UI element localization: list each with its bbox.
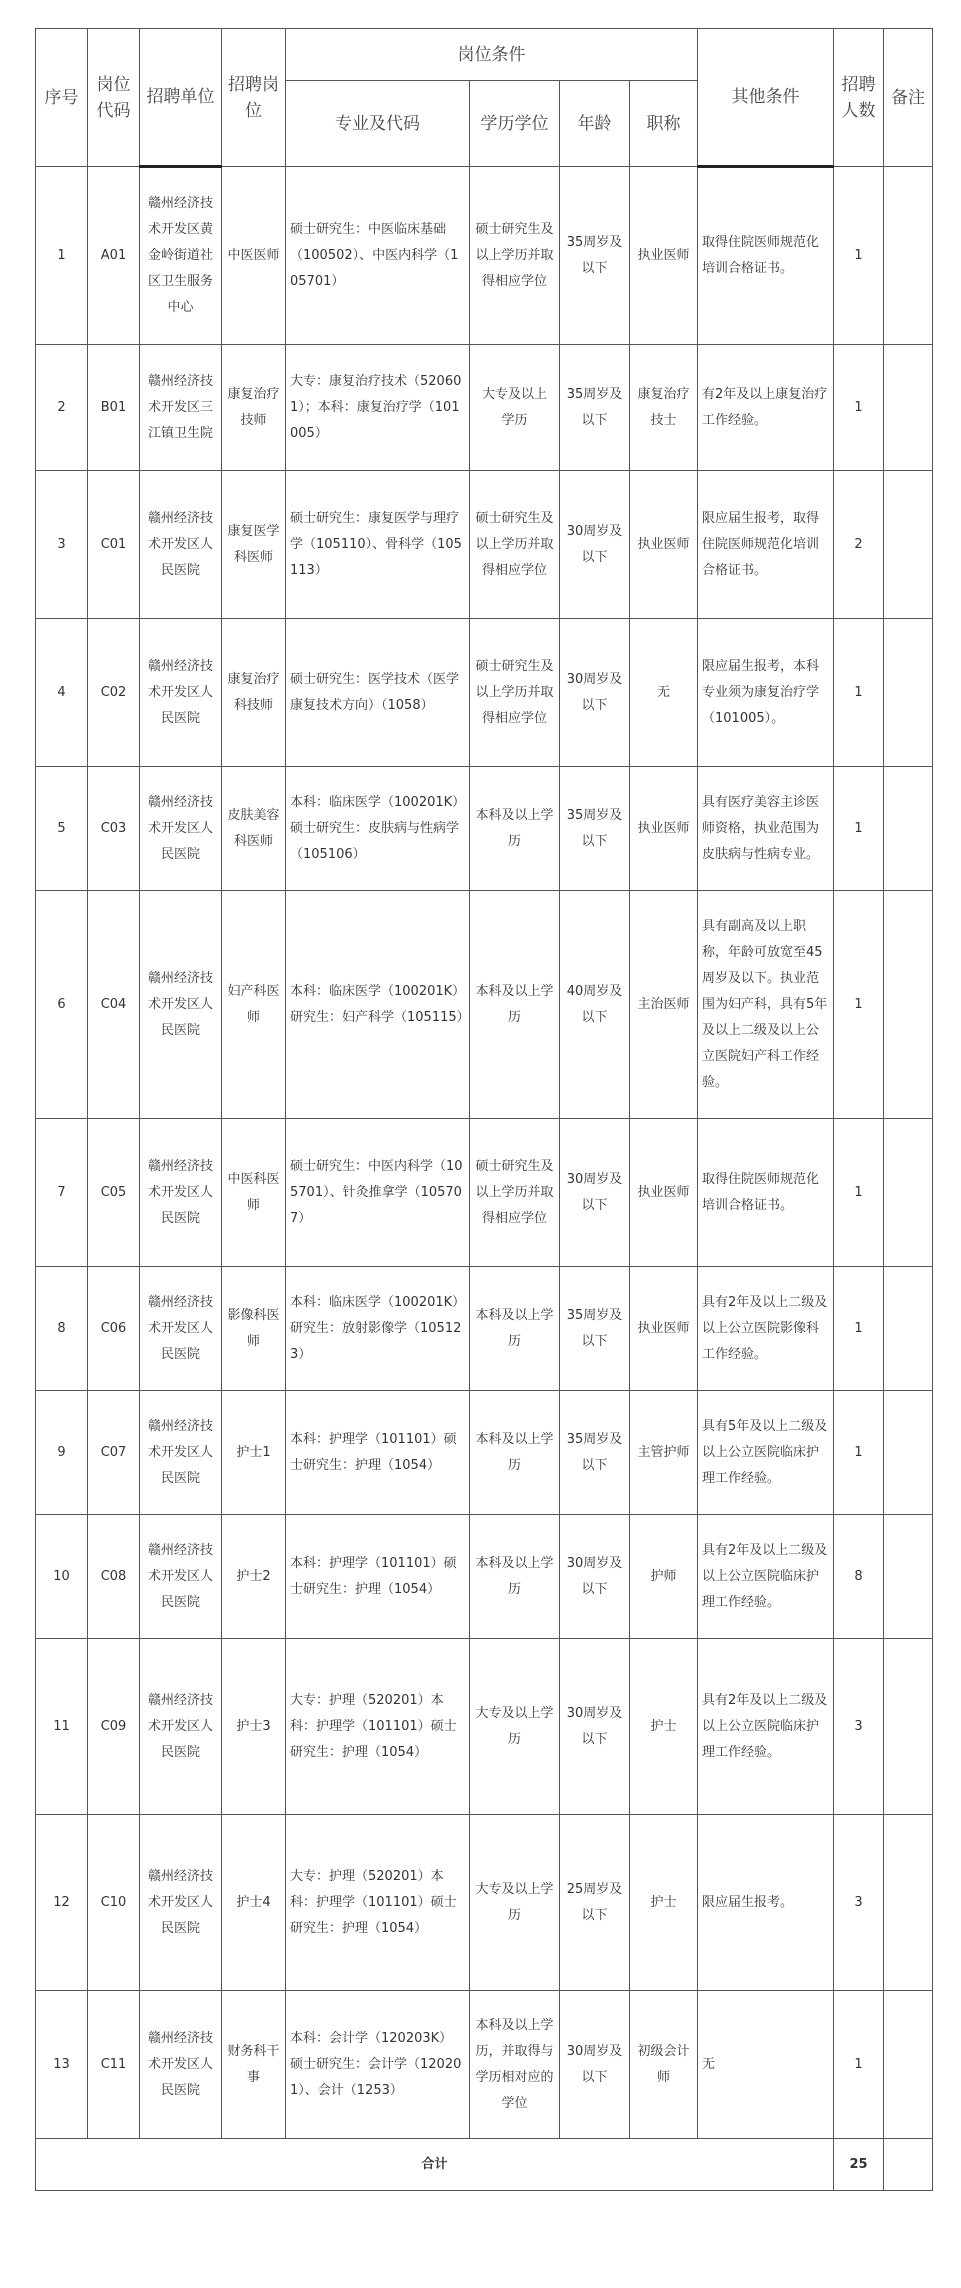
cell-major: 硕士研究生：中医内科学（105701）、针灸推拿学（105707） bbox=[286, 1119, 470, 1267]
cell-edu: 大专及以上学历 bbox=[470, 1815, 560, 1991]
cell-other: 有2年及以上康复治疗工作经验。 bbox=[698, 345, 834, 471]
cell-code: C10 bbox=[88, 1815, 140, 1991]
cell-remark bbox=[884, 891, 933, 1119]
cell-position: 皮肤美容科医师 bbox=[222, 767, 286, 891]
cell-other: 具有5年及以上二级及以上公立医院临床护理工作经验。 bbox=[698, 1391, 834, 1515]
cell-age: 35周岁及以下 bbox=[560, 167, 630, 345]
cell-other: 限应届生报考，取得住院医师规范化培训合格证书。 bbox=[698, 471, 834, 619]
cell-other: 限应届生报考，本科专业须为康复治疗学（101005）。 bbox=[698, 619, 834, 767]
cell-age: 35周岁及以下 bbox=[560, 345, 630, 471]
cell-major: 本科：护理学（101101）硕士研究生：护理（1054） bbox=[286, 1391, 470, 1515]
header-remark: 备注 bbox=[884, 29, 933, 167]
header-major: 专业及代码 bbox=[286, 81, 470, 167]
cell-edu: 本科及以上学历 bbox=[470, 1267, 560, 1391]
cell-other: 具有2年及以上二级及以上公立医院临床护理工作经验。 bbox=[698, 1515, 834, 1639]
cell-age: 25周岁及以下 bbox=[560, 1815, 630, 1991]
cell-major: 大专：康复治疗技术（520601）；本科：康复治疗学（101005） bbox=[286, 345, 470, 471]
cell-code: C09 bbox=[88, 1639, 140, 1815]
cell-seq: 9 bbox=[36, 1391, 88, 1515]
cell-edu: 硕士研究生及以上学历并取得相应学位 bbox=[470, 1119, 560, 1267]
cell-remark bbox=[884, 1119, 933, 1267]
cell-age: 30周岁及以下 bbox=[560, 1991, 630, 2139]
cell-other: 具有2年及以上二级及以上公立医院影像科工作经验。 bbox=[698, 1267, 834, 1391]
cell-code: A01 bbox=[88, 167, 140, 345]
cell-position: 护士4 bbox=[222, 1815, 286, 1991]
cell-remark bbox=[884, 1991, 933, 2139]
cell-title: 初级会计师 bbox=[630, 1991, 698, 2139]
cell-code: C01 bbox=[88, 471, 140, 619]
table-row bbox=[36, 167, 933, 345]
cell-title: 执业医师 bbox=[630, 167, 698, 345]
cell-position: 护士1 bbox=[222, 1391, 286, 1515]
cell-edu: 本科及以上学历 bbox=[470, 1515, 560, 1639]
cell-unit: 赣州经济技术开发区人民医院 bbox=[140, 471, 222, 619]
cell-count: 1 bbox=[834, 345, 884, 471]
cell-title: 主治医师 bbox=[630, 891, 698, 1119]
cell-other: 限应届生报考。 bbox=[698, 1815, 834, 1991]
table-row bbox=[36, 767, 933, 891]
cell-other: 具有副高及以上职称，年龄可放宽至45周岁及以下。执业范围为妇产科，具有5年及以上二级及以上公立医院妇产科工作经验。 bbox=[698, 891, 834, 1119]
cell-major: 大专：护理（520201）本科：护理学（101101）硕士研究生：护理（1054） bbox=[286, 1815, 470, 1991]
cell-remark bbox=[884, 345, 933, 471]
cell-other: 无 bbox=[698, 1991, 834, 2139]
cell-seq: 5 bbox=[36, 767, 88, 891]
cell-age: 35周岁及以下 bbox=[560, 1391, 630, 1515]
header-unit: 招聘单位 bbox=[140, 29, 222, 167]
table-row bbox=[36, 1515, 933, 1639]
cell-code: C07 bbox=[88, 1391, 140, 1515]
cell-code: C02 bbox=[88, 619, 140, 767]
cell-seq: 2 bbox=[36, 345, 88, 471]
cell-edu: 本科及以上学历，并取得与学历相对应的学位 bbox=[470, 1991, 560, 2139]
header-seq: 序号 bbox=[36, 29, 88, 167]
cell-remark bbox=[884, 1391, 933, 1515]
cell-major: 本科：临床医学（100201K）研究生：放射影像学（105123） bbox=[286, 1267, 470, 1391]
cell-count: 8 bbox=[834, 1515, 884, 1639]
table-row bbox=[36, 1391, 933, 1515]
cell-age: 30周岁及以下 bbox=[560, 1119, 630, 1267]
cell-count: 1 bbox=[834, 167, 884, 345]
cell-unit: 赣州经济技术开发区黄金岭街道社区卫生服务中心 bbox=[140, 167, 222, 345]
cell-unit: 赣州经济技术开发区人民医院 bbox=[140, 767, 222, 891]
cell-seq: 7 bbox=[36, 1119, 88, 1267]
cell-title: 主管护师 bbox=[630, 1391, 698, 1515]
cell-major: 大专：护理（520201）本科：护理学（101101）硕士研究生：护理（1054） bbox=[286, 1639, 470, 1815]
cell-title: 康复治疗技士 bbox=[630, 345, 698, 471]
total-label: 合计 bbox=[36, 2139, 834, 2191]
cell-remark bbox=[884, 767, 933, 891]
cell-unit: 赣州经济技术开发区人民医院 bbox=[140, 619, 222, 767]
table-row bbox=[36, 1639, 933, 1815]
cell-code: C05 bbox=[88, 1119, 140, 1267]
cell-remark bbox=[884, 1815, 933, 1991]
cell-other: 具有2年及以上二级及以上公立医院临床护理工作经验。 bbox=[698, 1639, 834, 1815]
cell-count: 1 bbox=[834, 1119, 884, 1267]
cell-major: 本科：临床医学（100201K）研究生：妇产科学（105115） bbox=[286, 891, 470, 1119]
table-body bbox=[36, 167, 933, 2139]
cell-title: 执业医师 bbox=[630, 1267, 698, 1391]
cell-position: 中医医师 bbox=[222, 167, 286, 345]
cell-position: 影像科医师 bbox=[222, 1267, 286, 1391]
cell-major: 硕士研究生：康复医学与理疗学（105110）、骨科学（105113） bbox=[286, 471, 470, 619]
table-row bbox=[36, 1991, 933, 2139]
cell-major: 本科：会计学（120203K）硕士研究生：会计学（120201）、会计（1253） bbox=[286, 1991, 470, 2139]
cell-remark bbox=[884, 1639, 933, 1815]
cell-code: C11 bbox=[88, 1991, 140, 2139]
cell-age: 30周岁及以下 bbox=[560, 471, 630, 619]
cell-code: B01 bbox=[88, 345, 140, 471]
cell-title: 护士 bbox=[630, 1815, 698, 1991]
cell-unit: 赣州经济技术开发区人民医院 bbox=[140, 1119, 222, 1267]
table-row bbox=[36, 891, 933, 1119]
cell-count: 1 bbox=[834, 1991, 884, 2139]
cell-seq: 6 bbox=[36, 891, 88, 1119]
header-edu: 学历学位 bbox=[470, 81, 560, 167]
cell-seq: 10 bbox=[36, 1515, 88, 1639]
cell-other: 取得住院医师规范化培训合格证书。 bbox=[698, 167, 834, 345]
cell-age: 35周岁及以下 bbox=[560, 767, 630, 891]
cell-position: 妇产科医师 bbox=[222, 891, 286, 1119]
cell-age: 30周岁及以下 bbox=[560, 1515, 630, 1639]
cell-title: 护师 bbox=[630, 1515, 698, 1639]
cell-seq: 4 bbox=[36, 619, 88, 767]
cell-edu: 本科及以上学历 bbox=[470, 1391, 560, 1515]
cell-count: 1 bbox=[834, 1391, 884, 1515]
cell-remark bbox=[884, 1267, 933, 1391]
cell-major: 硕士研究生：中医临床基础（100502）、中医内科学（105701） bbox=[286, 167, 470, 345]
cell-remark bbox=[884, 167, 933, 345]
cell-count: 1 bbox=[834, 619, 884, 767]
cell-count: 1 bbox=[834, 767, 884, 891]
cell-unit: 赣州经济技术开发区人民医院 bbox=[140, 1391, 222, 1515]
cell-seq: 8 bbox=[36, 1267, 88, 1391]
cell-seq: 3 bbox=[36, 471, 88, 619]
cell-count: 3 bbox=[834, 1639, 884, 1815]
cell-seq: 1 bbox=[36, 167, 88, 345]
cell-other: 具有医疗美容主诊医师资格，执业范围为皮肤病与性病专业。 bbox=[698, 767, 834, 891]
table-row bbox=[36, 1815, 933, 1991]
header-position: 招聘岗位 bbox=[222, 29, 286, 167]
cell-unit: 赣州经济技术开发区人民医院 bbox=[140, 1815, 222, 1991]
cell-position: 康复医学科医师 bbox=[222, 471, 286, 619]
cell-remark bbox=[884, 1515, 933, 1639]
cell-position: 财务科干事 bbox=[222, 1991, 286, 2139]
cell-title: 执业医师 bbox=[630, 471, 698, 619]
recruitment-table bbox=[35, 28, 933, 2191]
cell-count: 2 bbox=[834, 471, 884, 619]
cell-major: 本科：护理学（101101）硕士研究生：护理（1054） bbox=[286, 1515, 470, 1639]
cell-position: 中医科医师 bbox=[222, 1119, 286, 1267]
header-title: 职称 bbox=[630, 81, 698, 167]
total-count: 25 bbox=[834, 2139, 884, 2191]
cell-seq: 13 bbox=[36, 1991, 88, 2139]
header-code: 岗位代码 bbox=[88, 29, 140, 167]
cell-code: C03 bbox=[88, 767, 140, 891]
table-row bbox=[36, 1267, 933, 1391]
cell-code: C06 bbox=[88, 1267, 140, 1391]
cell-title: 无 bbox=[630, 619, 698, 767]
cell-unit: 赣州经济技术开发区人民医院 bbox=[140, 1515, 222, 1639]
cell-title: 执业医师 bbox=[630, 1119, 698, 1267]
cell-count: 3 bbox=[834, 1815, 884, 1991]
cell-unit: 赣州经济技术开发区人民医院 bbox=[140, 1267, 222, 1391]
header-other: 其他条件 bbox=[698, 29, 834, 167]
total-remark bbox=[884, 2139, 933, 2191]
cell-remark bbox=[884, 619, 933, 767]
cell-edu: 硕士研究生及以上学历并取得相应学位 bbox=[470, 619, 560, 767]
cell-edu: 硕士研究生及以上学历并取得相应学位 bbox=[470, 471, 560, 619]
cell-unit: 赣州经济技术开发区三江镇卫生院 bbox=[140, 345, 222, 471]
cell-position: 康复治疗科技师 bbox=[222, 619, 286, 767]
table-row bbox=[36, 1119, 933, 1267]
cell-age: 30周岁及以下 bbox=[560, 619, 630, 767]
header-conditions: 岗位条件 bbox=[286, 29, 698, 81]
cell-position: 康复治疗技师 bbox=[222, 345, 286, 471]
header-age: 年龄 bbox=[560, 81, 630, 167]
cell-position: 护士3 bbox=[222, 1639, 286, 1815]
total-row bbox=[36, 2139, 933, 2191]
cell-major: 硕士研究生：医学技术（医学康复技术方向）（1058） bbox=[286, 619, 470, 767]
table-row bbox=[36, 471, 933, 619]
table-row bbox=[36, 619, 933, 767]
cell-edu: 大专及以上 学历 bbox=[470, 345, 560, 471]
cell-code: C08 bbox=[88, 1515, 140, 1639]
cell-position: 护士2 bbox=[222, 1515, 286, 1639]
cell-major: 本科：临床医学（100201K）硕士研究生：皮肤病与性病学（105106） bbox=[286, 767, 470, 891]
cell-edu: 硕士研究生及以上学历并取得相应学位 bbox=[470, 167, 560, 345]
cell-edu: 大专及以上学历 bbox=[470, 1639, 560, 1815]
cell-title: 执业医师 bbox=[630, 767, 698, 891]
cell-age: 35周岁及以下 bbox=[560, 1267, 630, 1391]
cell-age: 40周岁及以下 bbox=[560, 891, 630, 1119]
cell-count: 1 bbox=[834, 891, 884, 1119]
header-count: 招聘人数 bbox=[834, 29, 884, 167]
cell-unit: 赣州经济技术开发区人民医院 bbox=[140, 1639, 222, 1815]
cell-seq: 11 bbox=[36, 1639, 88, 1815]
cell-count: 1 bbox=[834, 1267, 884, 1391]
cell-edu: 本科及以上学历 bbox=[470, 891, 560, 1119]
cell-edu: 本科及以上学历 bbox=[470, 767, 560, 891]
cell-other: 取得住院医师规范化培训合格证书。 bbox=[698, 1119, 834, 1267]
cell-remark bbox=[884, 471, 933, 619]
cell-seq: 12 bbox=[36, 1815, 88, 1991]
cell-unit: 赣州经济技术开发区人民医院 bbox=[140, 1991, 222, 2139]
cell-unit: 赣州经济技术开发区人民医院 bbox=[140, 891, 222, 1119]
cell-title: 护士 bbox=[630, 1639, 698, 1815]
cell-code: C04 bbox=[88, 891, 140, 1119]
table-row bbox=[36, 345, 933, 471]
cell-age: 30周岁及以下 bbox=[560, 1639, 630, 1815]
